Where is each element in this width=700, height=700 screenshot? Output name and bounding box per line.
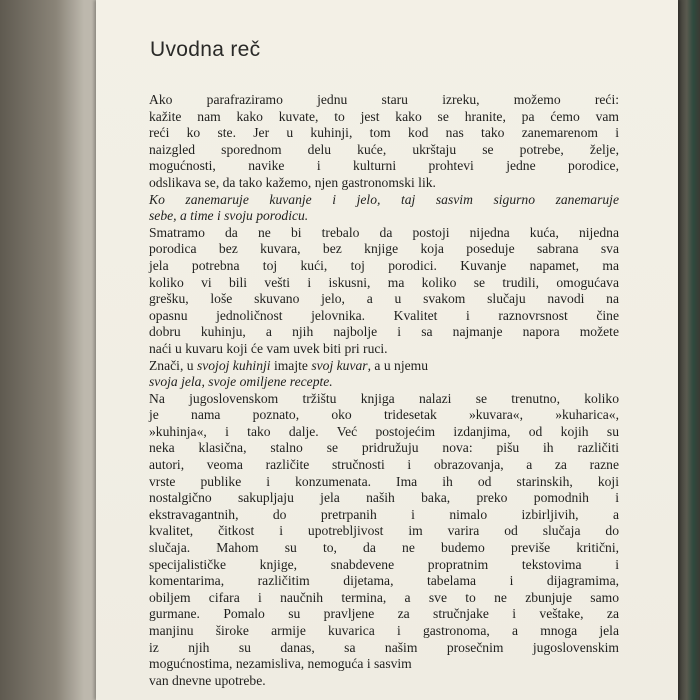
text-line: kažite nam kako kuvate, to jest kako se hranite, pa ćemo vam (149, 108, 619, 124)
text-line: komentarima, različitim dijetama, tabelama i dijagramima, (149, 573, 619, 589)
text-line: porodica bez kuvara, bez knjige koja poseduje sabrana sva (149, 241, 619, 257)
text-line: autori, veoma različite stručnosti i obrazovanja, a za razne (149, 457, 619, 473)
text-line: specijalističke knjige, snabdevene propratnim tekstovima i (149, 556, 619, 572)
text-fragment: , a u njemu (367, 357, 428, 373)
text-line: obiljem cifara i naučnih termina, a sve to ne zbunjuje samo (149, 589, 619, 605)
text-line: grešku, loše skuvano jelo, a u svakom slučaju navodi na (149, 291, 619, 307)
text-line: mogućnostima, nezamisliva, nemoguća i sasvim (149, 656, 412, 672)
page-title: Uvodna reč (150, 38, 261, 61)
text-line: mogućnosti, navike i kulturni prohtevi jedne porodice, (149, 158, 619, 174)
text-line: opasnu jednoličnost jelovnika. Kvalitet i raznovrsnost čine (149, 307, 619, 323)
text-line: van dnevne upotrebe. (149, 672, 266, 688)
text-fragment: Znači, u (149, 357, 197, 373)
text-line: Ako parafraziramo jednu staru izreku, možemo reći: (149, 92, 619, 107)
text-line: naizgled sporednom delu kuće, ukrštaju se potrebe, želje, (149, 141, 619, 157)
text-line: koliko vi bili vešti i iskusni, ma koliko se trudili, omogućava (149, 274, 619, 290)
italic-phrase: svoj kuvar (311, 357, 368, 373)
adjacent-book-edge (678, 0, 700, 700)
text-line: naći u kuvaru koji će vam uvek biti pri ruci. (149, 340, 388, 356)
book-page (96, 0, 678, 700)
italic-phrase: svojoj kuhinji (196, 357, 271, 373)
text-line: nostalgično sakupljaju jela naših baka, preko pomodnih i (149, 490, 619, 506)
text-line: slučaja. Mahom su to, da ne budemo previše kritični, (149, 540, 619, 556)
text-line: odslikava se, da tako kažemo, njen gastronomski lik. (149, 174, 436, 190)
text-line: je nama poznato, oko tridesetak »kuvara«, »kuharica«, (149, 407, 619, 423)
text-line: ekstravagantnih, do pretrpanih i nimalo izbirljivih, a (149, 506, 619, 522)
text-line: jela potrebna toj kući, toj porodici. Kuvanje napamet, ma (149, 257, 619, 273)
text-line: gurmane. Pomalo su pravljene za stručnjake i veštake, za (149, 606, 619, 622)
text-fragment: imajte (270, 357, 312, 373)
text-line: sebe, a time i svoju porodicu. (149, 208, 309, 224)
text-line: Na jugoslovenskom tržištu knjiga nalazi se trenutno, koliko (149, 390, 619, 406)
body-text (149, 92, 619, 689)
text-line: Ko zanemaruje kuvanje i jelo, taj sasvim sigurno zanemaruje (149, 191, 619, 207)
text-line: neka klasična, stalno se pridružuju nova: pišu ih različiti (149, 440, 619, 456)
text-line: manjinu široke armije kuvarica i gastronoma, a mnoga jela (149, 623, 619, 638)
text-line: iz njih su danas, sa našim prosečnim jugoslovenskim (149, 639, 619, 655)
text-line: kvalitet, čitkost i upotrebljivost im varira od slučaja do (149, 523, 619, 539)
text-line: »kuhinja«, i tako dalje. Već postojećim izdanjima, od kojih su (149, 423, 619, 439)
text-line: Smatramo da ne bi trebalo da postoji nijedna kuća, nijedna (149, 224, 619, 240)
text-line: vrste publike i konzumenata. Ima ih od starinskih, koji (149, 473, 619, 489)
text-line: dobru kuhinju, a njih najbolje i sa najmanje napora možete (149, 324, 619, 340)
text-line: reći ko ste. Jer u kuhinji, tom kod nas tako zanemarenom i (149, 125, 619, 141)
text-line: svoja jela, svoje omiljene recepte. (149, 374, 333, 390)
text-line (149, 358, 619, 375)
